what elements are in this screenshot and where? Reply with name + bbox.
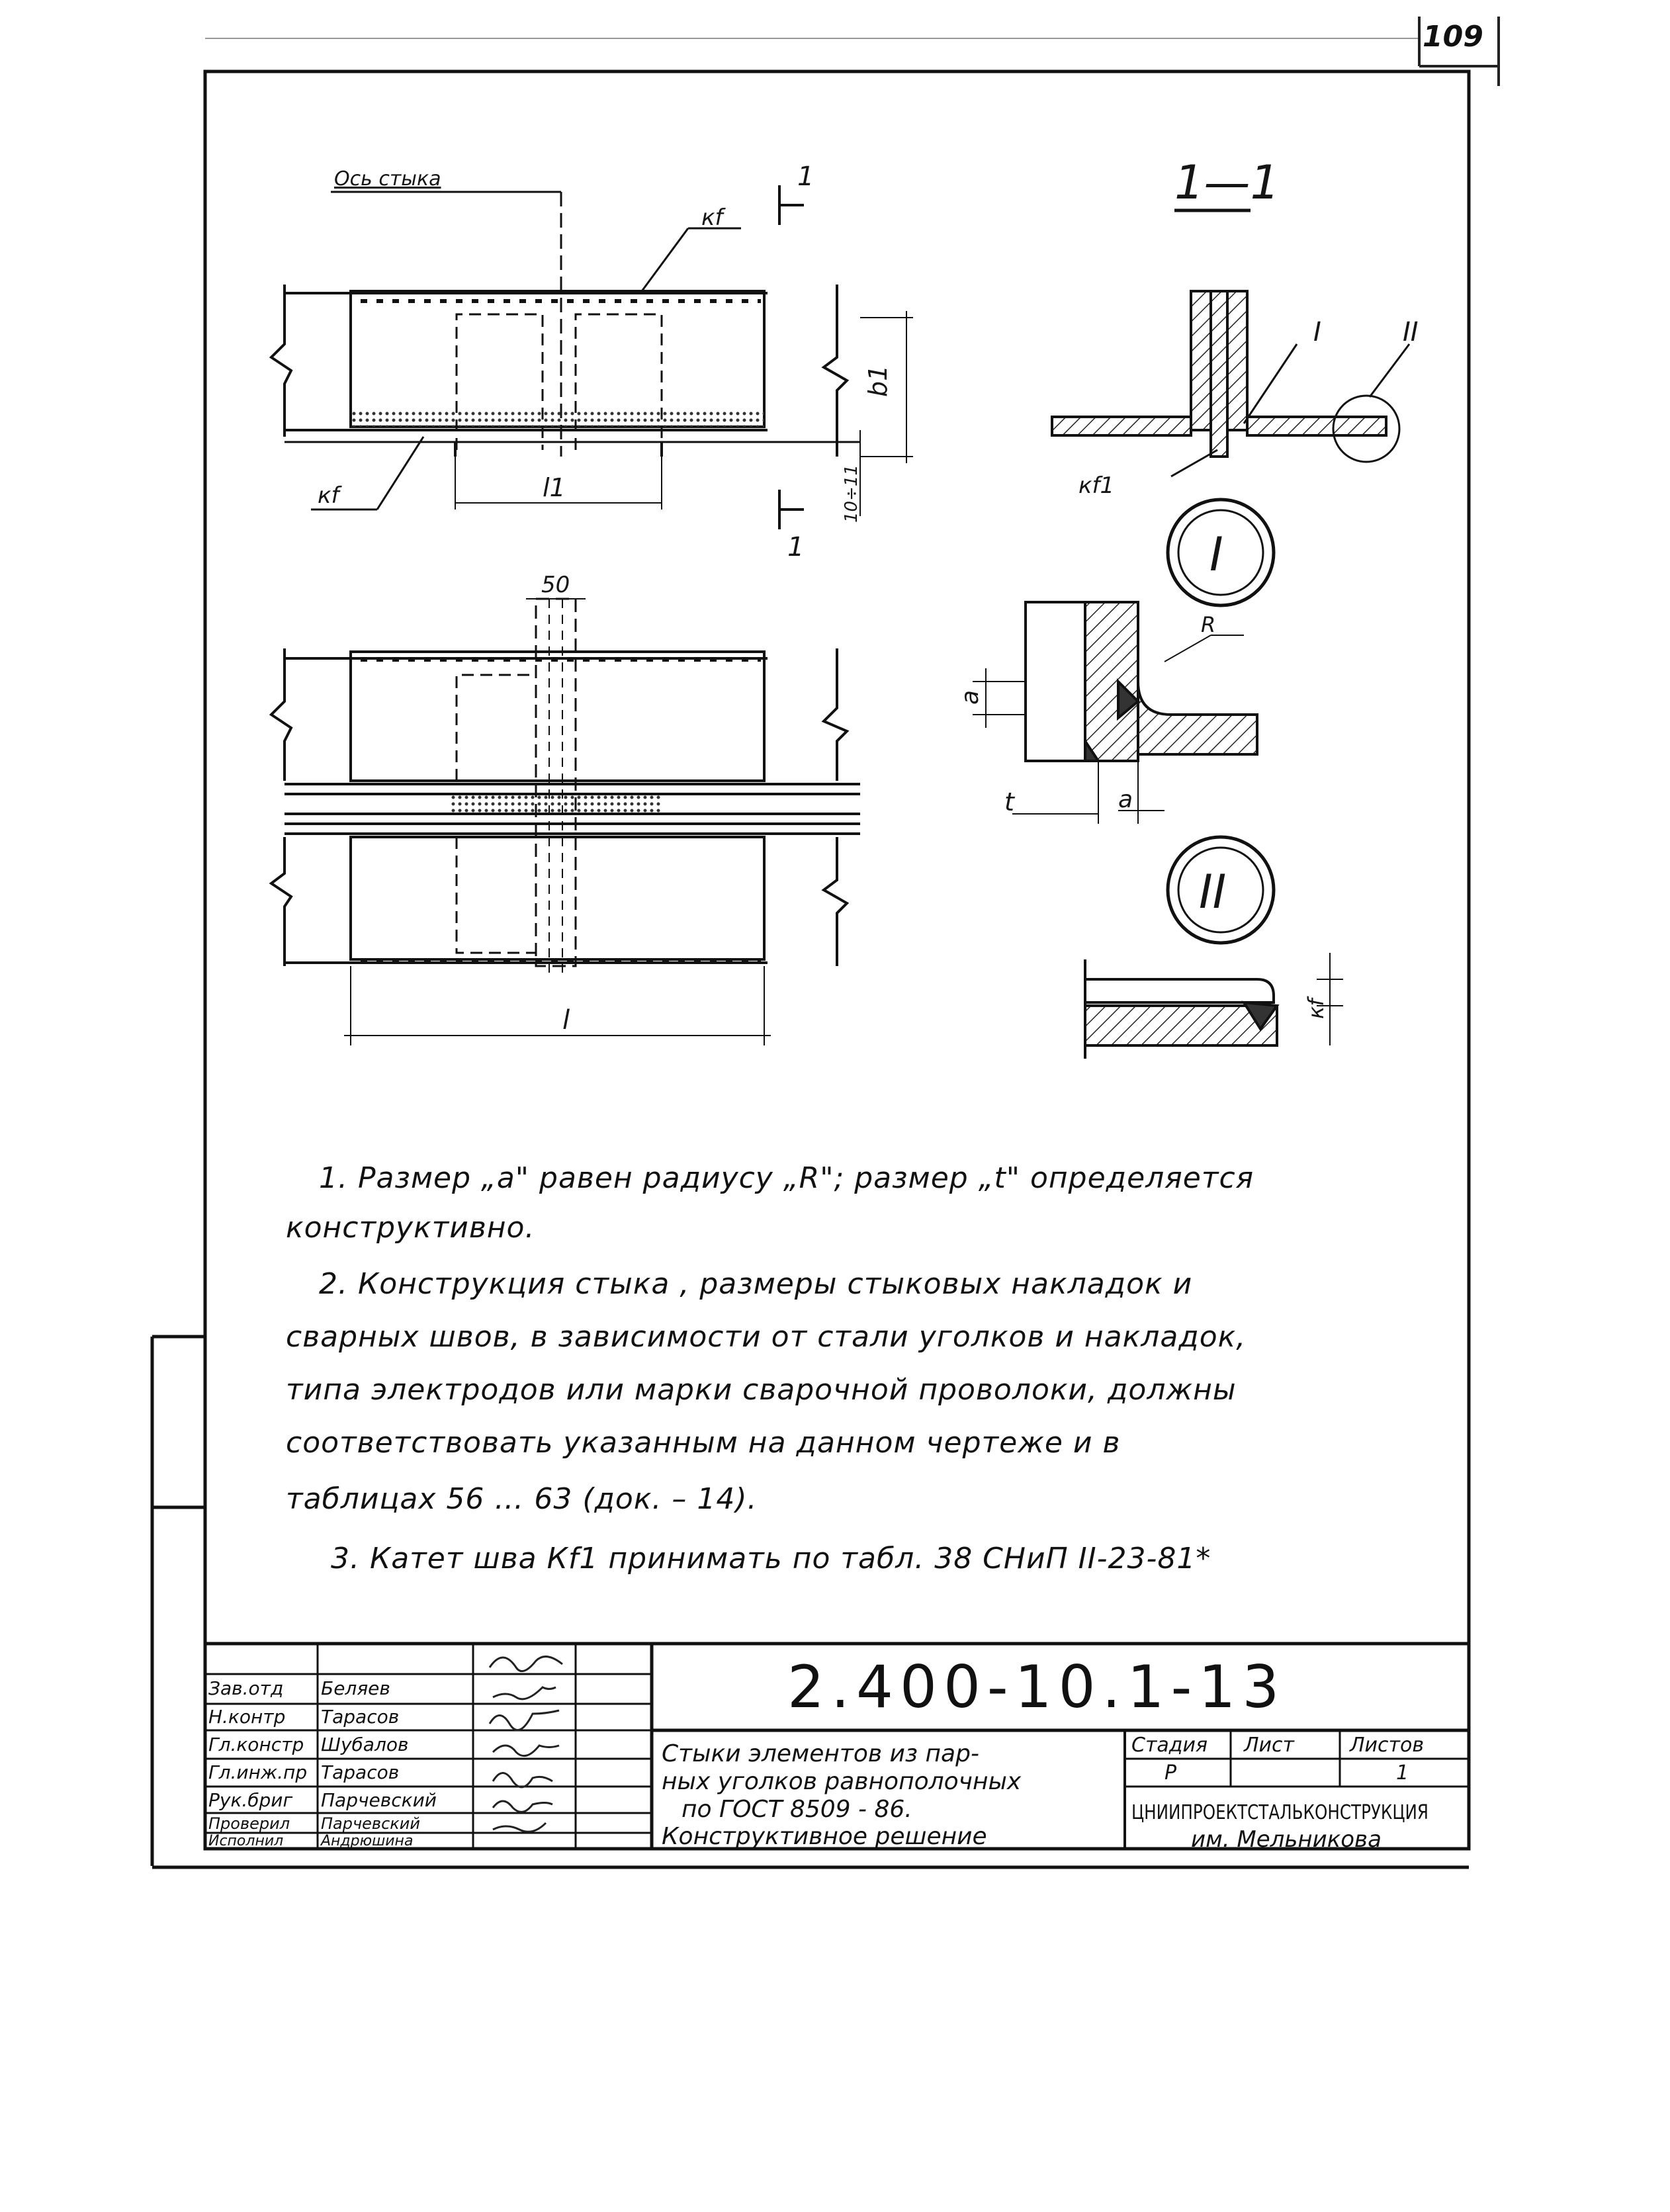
stage-value: Р <box>1165 1761 1177 1785</box>
weld-kf-label-bottom: кf <box>318 482 339 509</box>
title-line-4: Конструктивное решение <box>662 1823 987 1850</box>
staff-name-7: Андрюшина <box>321 1833 414 1849</box>
doc-number: 2.400-10.1-13 <box>787 1653 1286 1721</box>
detail-I-t: t <box>1004 787 1014 817</box>
weld-kf-label-top: кf <box>701 204 723 231</box>
sheet-label: Лист <box>1244 1734 1295 1757</box>
note-2-line-3: типа электродов или марки сварочной проволоки, должны <box>286 1373 1237 1407</box>
detail-I-a-vertical: a <box>957 689 984 705</box>
detail-I-ref: I <box>1313 317 1321 347</box>
detail-II-kf: кf <box>1303 998 1329 1019</box>
detail-I-a-horizontal: a <box>1118 786 1133 813</box>
note-2-line-4: соответствовать указанным на данном чертеже и в <box>286 1426 1121 1460</box>
note-1-line-1: 1. Размер „a" равен радиусу „R"; размер „t" определяется <box>319 1161 1254 1195</box>
staff-name-1: Беляев <box>321 1677 390 1699</box>
section-1-1 <box>1052 291 1409 476</box>
title-line-2: ных уголков равнополочных <box>662 1768 1022 1795</box>
dim-l: l <box>562 1005 570 1036</box>
detail-II-ref: II <box>1403 317 1419 347</box>
staff-name-5: Парчевский <box>321 1789 437 1811</box>
plan-view-top <box>271 185 913 529</box>
detail-I-R: R <box>1201 612 1216 637</box>
top-border <box>205 17 1499 86</box>
staff-name-3: Шубалов <box>321 1734 409 1755</box>
detail-II-title: II <box>1199 865 1227 919</box>
staff-role-5: Рук.бриг <box>208 1789 293 1811</box>
sheets-value: 1 <box>1396 1761 1409 1785</box>
staff-name-2: Тарасов <box>321 1706 400 1728</box>
staff-role-2: Н.контр <box>208 1706 286 1728</box>
dim-50: 50 <box>541 572 570 598</box>
sheets-label: Листов <box>1350 1734 1425 1757</box>
sheet-number: 109 <box>1423 20 1483 54</box>
staff-name-4: Тарасов <box>321 1761 400 1783</box>
section-mark-top: 1 <box>797 161 814 192</box>
weld-kf1-label: кf1 <box>1078 472 1115 499</box>
title-line-3: по ГОСТ 8509 - 86. <box>681 1796 912 1823</box>
staff-name-6: Парчевский <box>321 1814 420 1833</box>
section-mark-bottom: 1 <box>787 532 805 562</box>
stage-label: Стадия <box>1131 1734 1208 1757</box>
staff-role-4: Гл.инж.пр <box>208 1761 308 1783</box>
dim-l1: l1 <box>543 473 566 502</box>
title-line-1: Стыки элементов из пар- <box>662 1740 979 1767</box>
org-subtitle: им. Мельникова <box>1191 1826 1382 1853</box>
plan-view-bottom <box>271 599 860 1045</box>
note-1-line-2: конструктивно. <box>286 1211 535 1245</box>
note-2-line-5: таблицах 56 … 63 (док. – 14). <box>286 1482 758 1516</box>
dim-10-11: 10÷11 <box>842 465 861 523</box>
staff-role-1: Зав.отд <box>208 1677 284 1699</box>
dim-b1: b1 <box>863 365 893 397</box>
staff-role-7: Исполнил <box>208 1833 284 1849</box>
org-name: ЦНИИПРОЕКТСТАЛЬКОНСТРУКЦИЯ <box>1131 1801 1428 1824</box>
section-title: 1—1 <box>1174 155 1280 210</box>
note-2-line-2: сварных швов, в зависимости от стали уголков и накладок, <box>286 1320 1247 1354</box>
staff-role-6: Проверил <box>208 1814 290 1833</box>
note-3: 3. Катет шва Кf1 принимать по табл. 38 СНиП II-23-81* <box>331 1542 1211 1575</box>
axis-label: Ось стыка <box>334 167 441 191</box>
note-2-line-1: 2. Конструкция стыка , размеры стыковых накладок и <box>319 1267 1193 1301</box>
detail-I-title: I <box>1209 527 1223 582</box>
staff-role-3: Гл.констр <box>208 1734 304 1755</box>
